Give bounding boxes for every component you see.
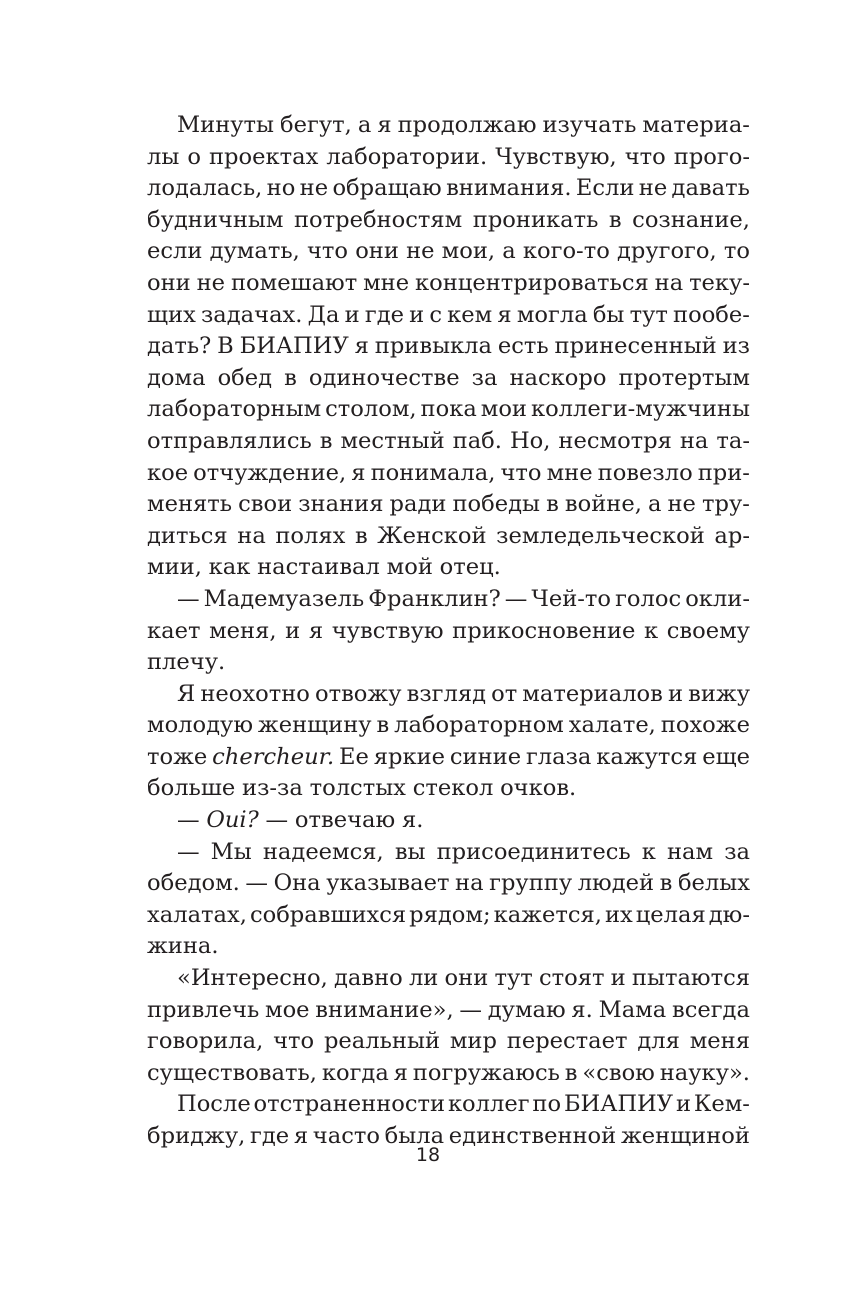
text-line bbox=[147, 268, 750, 300]
word: не bbox=[299, 175, 329, 202]
word: ли bbox=[408, 965, 439, 992]
word: толстых bbox=[309, 775, 406, 802]
page-number: 18 bbox=[415, 1144, 441, 1166]
word: молодую bbox=[147, 712, 254, 739]
text-line bbox=[147, 458, 750, 490]
text-line bbox=[147, 868, 750, 900]
word: помешают bbox=[230, 269, 358, 296]
word: войне, bbox=[564, 491, 642, 518]
text-line bbox=[147, 552, 750, 584]
word: — bbox=[245, 870, 269, 897]
word: указывает bbox=[326, 870, 450, 897]
word: Да bbox=[307, 301, 340, 328]
word: я bbox=[393, 1059, 408, 1086]
word: больше bbox=[147, 775, 236, 802]
word: думаю bbox=[487, 996, 566, 1023]
word: другого, bbox=[616, 238, 717, 265]
word: Oui? bbox=[206, 807, 259, 834]
word: лаборатории. bbox=[326, 143, 488, 170]
word: для bbox=[637, 1028, 680, 1055]
word: единственной bbox=[448, 1123, 617, 1149]
word: ар- bbox=[714, 522, 750, 549]
word: кем bbox=[447, 301, 493, 328]
text-line bbox=[147, 837, 750, 869]
word: стоят bbox=[538, 965, 605, 992]
word: есть bbox=[497, 333, 549, 360]
text-line bbox=[147, 647, 750, 679]
word: погружаюсь bbox=[412, 1059, 560, 1086]
word: не bbox=[638, 175, 668, 202]
word: теку- bbox=[689, 269, 750, 296]
word: белых bbox=[677, 870, 750, 897]
word: а bbox=[502, 238, 516, 265]
word: отвечаю bbox=[294, 807, 396, 834]
word: Я bbox=[177, 680, 196, 707]
word: всегда bbox=[671, 996, 750, 1023]
word: потребностям bbox=[294, 206, 463, 233]
word: одиночестве bbox=[308, 364, 460, 391]
word: привыкла bbox=[374, 333, 492, 360]
word: лабораторном bbox=[394, 712, 564, 739]
text-line bbox=[147, 205, 750, 237]
word: давно bbox=[333, 965, 403, 992]
word: тру- bbox=[702, 491, 750, 518]
word: думать, bbox=[209, 238, 300, 265]
word: внимание», bbox=[315, 996, 454, 1023]
word: в bbox=[608, 206, 622, 233]
word: мне bbox=[363, 269, 410, 296]
word: реальный bbox=[323, 1028, 441, 1055]
word: обед bbox=[217, 364, 273, 391]
word: за bbox=[724, 838, 750, 865]
word: дома bbox=[147, 364, 206, 391]
word: тут bbox=[629, 301, 668, 328]
word: мир bbox=[449, 1028, 497, 1055]
word: материа- bbox=[642, 112, 750, 138]
word: — bbox=[265, 807, 289, 834]
word: и bbox=[285, 617, 301, 644]
word: в bbox=[546, 491, 559, 518]
text-line bbox=[147, 173, 750, 205]
text-line bbox=[147, 521, 750, 553]
word: я bbox=[354, 333, 369, 360]
word: женщину bbox=[257, 712, 372, 739]
text-line bbox=[147, 584, 750, 616]
word: не bbox=[406, 238, 435, 265]
word: я. bbox=[571, 996, 593, 1023]
word: победы bbox=[452, 491, 541, 518]
word: мои, bbox=[441, 238, 496, 265]
word: своему bbox=[666, 617, 750, 644]
word: пообе- bbox=[673, 301, 750, 328]
word: кого-то bbox=[522, 238, 610, 265]
word: как bbox=[208, 554, 251, 581]
word: из-за bbox=[242, 775, 303, 802]
word: за bbox=[471, 364, 498, 391]
text-line bbox=[147, 1089, 750, 1121]
text-line bbox=[147, 931, 750, 963]
word: дать? bbox=[147, 333, 212, 360]
word: их bbox=[604, 901, 633, 928]
text-line bbox=[147, 1058, 750, 1090]
word: сознание, bbox=[632, 206, 750, 233]
word: Мама bbox=[598, 996, 667, 1023]
word: Мадемуазель bbox=[203, 585, 365, 612]
word: целая bbox=[635, 901, 706, 928]
word: мне bbox=[546, 459, 593, 486]
word: и bbox=[409, 301, 425, 328]
word: коллеги-мужчины bbox=[530, 396, 750, 423]
word: собравшихся bbox=[249, 901, 407, 928]
word: они bbox=[355, 238, 399, 265]
text-line bbox=[147, 1026, 750, 1058]
word: к bbox=[641, 838, 656, 865]
word: повезло bbox=[597, 459, 693, 486]
word: коллег bbox=[447, 1091, 530, 1118]
word: вижу bbox=[688, 680, 750, 707]
word: материалов bbox=[522, 680, 663, 707]
word: полях bbox=[275, 522, 346, 549]
word: бы bbox=[592, 301, 625, 328]
word: отстраненности bbox=[253, 1091, 446, 1118]
word: привлечь bbox=[147, 996, 260, 1023]
word: на bbox=[679, 427, 709, 454]
text-line bbox=[147, 142, 750, 174]
word: о bbox=[187, 143, 201, 170]
word: была bbox=[384, 1123, 445, 1149]
word: в bbox=[376, 712, 390, 739]
word: в bbox=[319, 427, 333, 454]
text-line bbox=[147, 616, 750, 648]
word: мои bbox=[480, 396, 527, 423]
word: Если bbox=[575, 175, 635, 202]
word: отчуждение, bbox=[193, 459, 347, 486]
word: плечу. bbox=[147, 649, 226, 676]
word: окли- bbox=[685, 585, 750, 612]
text-line bbox=[147, 710, 750, 742]
word: халате, bbox=[568, 712, 656, 739]
word: несмотря bbox=[558, 427, 672, 454]
word: я bbox=[377, 112, 392, 138]
word: изучать bbox=[542, 112, 637, 138]
word: мии, bbox=[147, 554, 202, 581]
word: от bbox=[491, 680, 518, 707]
word: земледельческой bbox=[496, 522, 705, 549]
word: та- bbox=[716, 427, 750, 454]
word: я bbox=[308, 617, 324, 644]
word: надеемся, bbox=[262, 838, 384, 865]
word: — bbox=[177, 838, 200, 865]
word: проникать bbox=[472, 206, 599, 233]
word: существовать, bbox=[147, 1059, 317, 1086]
word: давать bbox=[671, 175, 750, 202]
word: лабораторным bbox=[147, 396, 322, 423]
word: щих bbox=[147, 301, 196, 328]
word: они bbox=[147, 269, 191, 296]
word: обедом. bbox=[147, 870, 240, 897]
word: я bbox=[293, 1123, 309, 1149]
word: БИАПИУ bbox=[239, 333, 349, 360]
word: где bbox=[364, 301, 404, 328]
word: тут bbox=[494, 965, 533, 992]
word: они bbox=[444, 965, 489, 992]
word: «свою bbox=[582, 1059, 655, 1086]
word: тоже bbox=[147, 743, 208, 770]
word: меня, bbox=[209, 617, 277, 644]
word: если bbox=[147, 238, 203, 265]
word: в bbox=[354, 522, 368, 549]
word: В bbox=[217, 333, 234, 360]
word: что bbox=[273, 1028, 315, 1055]
word: перестает bbox=[506, 1028, 628, 1055]
word: Чей-то bbox=[531, 585, 612, 612]
word: группу bbox=[489, 870, 573, 897]
word: понимала, bbox=[370, 459, 496, 486]
word: халатах, bbox=[147, 901, 247, 928]
word: на bbox=[237, 522, 266, 549]
word: что bbox=[500, 459, 542, 486]
word: то bbox=[723, 238, 750, 265]
word: и bbox=[610, 965, 626, 992]
text-line bbox=[147, 805, 750, 837]
word: кое bbox=[147, 459, 189, 486]
word: кажется, bbox=[493, 901, 602, 928]
word: Франклин? bbox=[368, 585, 501, 612]
text-line bbox=[147, 963, 750, 995]
word: задачах. bbox=[200, 301, 303, 328]
word: но bbox=[266, 175, 296, 202]
word: Минуты bbox=[177, 112, 275, 138]
word: очков. bbox=[500, 775, 577, 802]
word: Чувствую, bbox=[495, 143, 617, 170]
word: Мы bbox=[210, 838, 252, 865]
text-line bbox=[147, 900, 750, 932]
word: протертым bbox=[618, 364, 750, 391]
word: принесенный bbox=[554, 333, 717, 360]
word: диться bbox=[147, 522, 228, 549]
word: пытаются bbox=[631, 965, 750, 992]
word: не bbox=[196, 269, 226, 296]
word: женщиной bbox=[620, 1123, 750, 1149]
word: бегут, bbox=[280, 112, 352, 138]
word: из bbox=[722, 333, 750, 360]
word: стекол bbox=[412, 775, 494, 802]
word: вы bbox=[394, 838, 426, 865]
word: похоже bbox=[660, 712, 750, 739]
word: лы bbox=[147, 143, 180, 170]
word: лодалась, bbox=[147, 175, 263, 202]
word: людей bbox=[577, 870, 655, 897]
text-line bbox=[147, 995, 750, 1027]
word: глаза bbox=[525, 743, 592, 770]
word: когда bbox=[321, 1059, 389, 1086]
text-line bbox=[147, 742, 750, 774]
word: и bbox=[675, 1091, 691, 1118]
word: Но, bbox=[509, 427, 551, 454]
word: чувствую bbox=[331, 617, 444, 644]
word: столом, bbox=[325, 396, 417, 423]
word: еще bbox=[702, 743, 750, 770]
word: продолжаю bbox=[397, 112, 537, 138]
word: не bbox=[667, 491, 696, 518]
word: концентрироваться bbox=[415, 269, 649, 296]
word: chercheur. bbox=[212, 743, 335, 770]
text-line bbox=[147, 363, 750, 395]
word: к bbox=[644, 617, 659, 644]
word: яркие bbox=[373, 743, 446, 770]
word: будничным bbox=[147, 206, 284, 233]
word: знания bbox=[298, 491, 384, 518]
word: пока bbox=[420, 396, 477, 423]
word: я bbox=[351, 459, 366, 486]
word: ради bbox=[389, 491, 447, 518]
word: отправлялись bbox=[147, 427, 312, 454]
word: кает bbox=[147, 617, 201, 644]
word: науку». bbox=[659, 1059, 750, 1086]
word: могла bbox=[516, 301, 588, 328]
word: голос bbox=[615, 585, 682, 612]
word: паб. bbox=[452, 427, 502, 454]
word: где bbox=[250, 1123, 290, 1149]
word: рядом; bbox=[409, 901, 491, 928]
word: с bbox=[429, 301, 443, 328]
word: я bbox=[497, 301, 512, 328]
word: мой bbox=[386, 554, 433, 581]
body-text bbox=[147, 110, 750, 1153]
word: мое bbox=[265, 996, 310, 1023]
text-line bbox=[147, 394, 750, 426]
word: жина. bbox=[147, 933, 219, 960]
word: в bbox=[284, 364, 297, 391]
word: бриджу, bbox=[147, 1123, 246, 1149]
word: а bbox=[357, 112, 372, 138]
word: взгляд bbox=[406, 680, 486, 707]
word: отец. bbox=[439, 554, 501, 581]
word: нам bbox=[667, 838, 714, 865]
word: Кем- bbox=[693, 1091, 750, 1118]
word: дю- bbox=[708, 901, 750, 928]
word: и bbox=[667, 680, 684, 707]
word: — bbox=[459, 996, 483, 1023]
word: что bbox=[624, 143, 666, 170]
word: Она bbox=[273, 870, 321, 897]
word: а bbox=[647, 491, 662, 518]
word: «Интересно, bbox=[177, 965, 328, 992]
word: говорила, bbox=[147, 1028, 264, 1055]
word: свои bbox=[238, 491, 293, 518]
word: БИАПИУ bbox=[563, 1091, 674, 1118]
text-line bbox=[147, 236, 750, 268]
word: прикосновение bbox=[452, 617, 636, 644]
word: обращаю bbox=[332, 175, 442, 202]
word: местный bbox=[340, 427, 445, 454]
word: Ее bbox=[339, 743, 369, 770]
text-line bbox=[147, 331, 750, 363]
word: меня bbox=[689, 1028, 750, 1055]
word: — bbox=[177, 807, 200, 834]
word: прого- bbox=[673, 143, 750, 170]
word: менять bbox=[147, 491, 233, 518]
word: при- bbox=[697, 459, 750, 486]
word: внимания. bbox=[446, 175, 572, 202]
word: — bbox=[177, 585, 200, 612]
word: часто bbox=[312, 1123, 380, 1149]
word: настаивал bbox=[257, 554, 380, 581]
text-line bbox=[147, 773, 750, 805]
word: что bbox=[306, 238, 349, 265]
text-line bbox=[147, 489, 750, 521]
word: по bbox=[532, 1091, 562, 1118]
word: на bbox=[654, 269, 684, 296]
word: — bbox=[504, 585, 528, 612]
word: кажутся bbox=[596, 743, 698, 770]
word: отвожу bbox=[314, 680, 402, 707]
word: проектах bbox=[208, 143, 319, 170]
word: в bbox=[564, 1059, 578, 1086]
word: присоединитесь bbox=[436, 838, 631, 865]
word: наскоро bbox=[509, 364, 607, 391]
text-line bbox=[147, 300, 750, 332]
text-line bbox=[147, 679, 750, 711]
word: и bbox=[344, 301, 360, 328]
word: на bbox=[455, 870, 484, 897]
word: в bbox=[659, 870, 673, 897]
text-line bbox=[147, 110, 750, 142]
word: Женской bbox=[377, 522, 487, 549]
word: синие bbox=[449, 743, 522, 770]
text-line bbox=[147, 426, 750, 458]
word: После bbox=[177, 1091, 251, 1118]
word: я. bbox=[401, 807, 424, 834]
word: неохотно bbox=[200, 680, 310, 707]
